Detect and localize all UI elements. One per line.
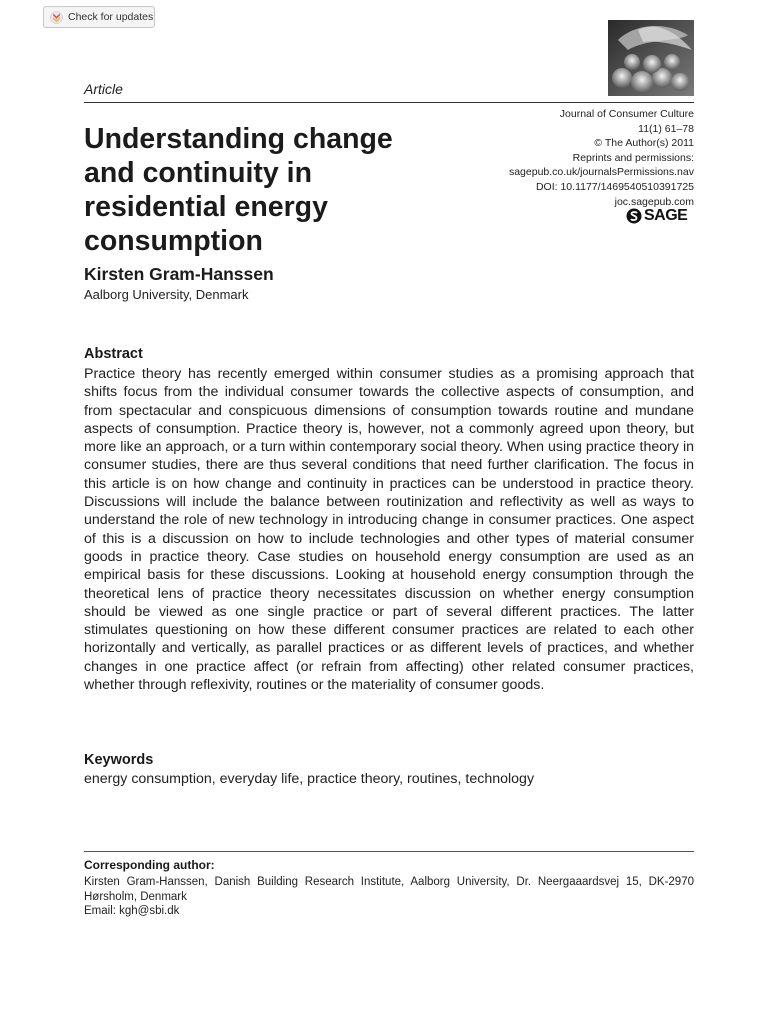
journal-permissions-link[interactable]: sagepub.co.uk/journalsPermissions.nav xyxy=(508,166,694,179)
check-for-updates-label: Check for updates xyxy=(68,11,154,23)
crossmark-icon xyxy=(50,11,63,24)
check-for-updates-button[interactable] xyxy=(43,6,155,28)
keywords-heading: Keywords xyxy=(84,752,154,768)
author-name: Kirsten Gram-Hanssen xyxy=(84,264,274,284)
header-divider xyxy=(84,102,694,103)
journal-info xyxy=(434,107,694,209)
journal-site-link[interactable]: joc.sagepub.com xyxy=(614,195,694,208)
journal-doi[interactable]: DOI: 10.1177/1469540510391725 xyxy=(535,180,694,193)
journal-cover-image xyxy=(608,20,694,96)
corresponding-author-email[interactable]: Email: kgh@sbi.dk xyxy=(84,905,180,917)
sage-wordmark: SAGE xyxy=(644,207,688,224)
journal-reprints: Reprints and permissions: xyxy=(572,151,694,164)
abstract-heading: Abstract xyxy=(84,346,143,362)
footnote-divider xyxy=(84,851,694,852)
abstract-text: Practice theory has recently emerged within consumer studies as a promising approach that shifts focus from the individual consumer towards the collective aspects of consumption, and from spectacular and conspicuous dimensions of consumption towards routine and mundane aspects of consumption. Practice theory is, however, not a commonly agreed upon theory, but more like an approach, or a turn within contemporary social theory. When using practice theory in consumer studies, there are thus several conditions that need further clarification. The focus in this article is on how change and continuity in practices can be understood in practice theory. Discussions will include the balance between routinization and reflectivity as well as ways to understand the role of new technology in introducing change in consumer practices. One aspect of this is a discussion on how to include technologies and other types of material consumer goods in practice theory. Case studies on household energy consumption are used as an empirical basis for these discussions. Looking at household energy consumption through the theoretical lens of practice theory necessitates discussion on whether energy consumption should be viewed as one single practice or part of several different practices. The latter stimulates questioning on how these different consumer practices are related to each other horizontally and vertically, as parallel practices or as different levels of practices, and whether changes in one practice affect (or refrain from affecting) other related consumer practices, whether through reflexivity, routines or the materiality of consumer goods. xyxy=(84,366,694,694)
corresponding-author-address: Kirsten Gram-Hanssen, Danish Building Research Institute, Aalborg University, Dr. Neergaaardsvej 15, DK-2970 Hørsholm, Denmark xyxy=(84,876,694,903)
sage-s-icon xyxy=(626,208,642,224)
journal-copyright: © The Author(s) 2011 xyxy=(594,137,694,150)
author-affiliation: Aalborg University, Denmark xyxy=(84,287,249,302)
sage-logo xyxy=(626,206,694,226)
journal-issue: 11(1) 61–78 xyxy=(638,122,694,135)
keywords-text: energy consumption, everyday life, practice theory, routines, technology xyxy=(84,771,535,787)
article-type-label: Article xyxy=(84,81,123,97)
article-title: Understanding change and continuity in residential energy consumption xyxy=(84,123,393,257)
journal-name: Journal of Consumer Culture xyxy=(559,108,694,120)
corresponding-author-heading: Corresponding author: xyxy=(84,858,215,872)
